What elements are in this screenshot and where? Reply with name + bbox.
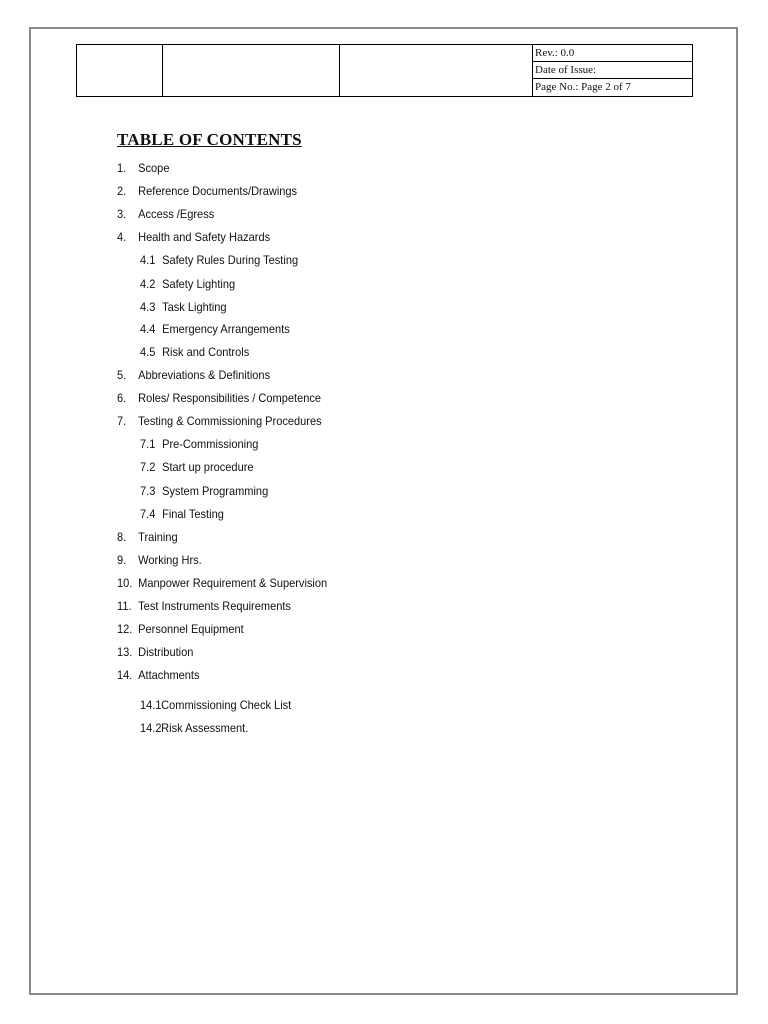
toc-entry-number: 11.: [117, 599, 132, 613]
header-cell-logo: [77, 45, 163, 96]
toc-subentry: [140, 721, 248, 735]
toc-entry: [117, 599, 291, 613]
toc-entry-number: 7.2: [140, 460, 156, 474]
toc-subentry: [140, 698, 291, 712]
toc-entry-number: 4.1: [140, 253, 156, 267]
toc-entry-text: Working Hrs.: [138, 553, 202, 567]
toc-entry-text: Safety Lighting: [162, 277, 236, 291]
toc-entry-number: 4.4: [140, 322, 156, 336]
toc-entry-number: 12.: [117, 622, 133, 636]
toc-entry-text: Personnel Equipment: [138, 622, 244, 636]
date-of-issue-label: Date of Issue:: [533, 62, 692, 79]
toc-entry: [117, 622, 244, 636]
toc-entry-text: Commissioning Check List: [161, 698, 292, 712]
toc-entry: [117, 645, 193, 659]
toc-entry-number: 7.4: [140, 507, 156, 521]
toc-entry: [117, 530, 178, 544]
toc-title: TABLE OF CONTENTS: [117, 130, 302, 149]
toc-entry-text: Testing & Commissioning Procedures: [138, 414, 322, 428]
toc-entry: [117, 230, 270, 244]
toc-entry: [117, 207, 214, 221]
toc-entry-number: 1.: [117, 161, 127, 175]
header-cell-project: [163, 45, 340, 96]
toc-entry-text: Start up procedure: [162, 460, 254, 474]
toc-entry-text: Training: [138, 530, 178, 544]
toc-subentry: [140, 507, 224, 521]
toc-entry: [117, 576, 327, 590]
toc-entry-number: 10.: [117, 576, 133, 590]
toc-entry-text: Abbreviations & Definitions: [138, 368, 271, 382]
toc-entry-text: Pre-Commissioning: [162, 437, 259, 451]
header-cell-title: [340, 45, 533, 96]
toc-entry-number: 7.3: [140, 484, 156, 498]
toc-entry-number: 7.1: [140, 437, 156, 451]
toc-entry-number: 3.: [117, 207, 127, 221]
toc-entry-number: 2.: [117, 184, 127, 198]
page-number-label: Page No.: Page 2 of 7: [535, 81, 631, 93]
toc-entry-text: Access /Egress: [138, 207, 215, 221]
toc-entry-text: Final Testing: [162, 507, 224, 521]
toc-subentry: [140, 460, 254, 474]
toc-entry-text: Task Lighting: [162, 300, 227, 314]
toc-entry-text: Scope: [138, 161, 170, 175]
toc-entry-text: Distribution: [138, 645, 194, 659]
toc-entry-text: Risk Assessment.: [161, 721, 249, 735]
toc-entry-number: 13.: [117, 645, 133, 659]
toc-entry-number: 8.: [117, 530, 127, 544]
toc-entry-number: 14.2: [140, 721, 162, 735]
toc-subentry: [140, 277, 235, 291]
toc-subentry: [140, 484, 268, 498]
toc-entry: [117, 414, 322, 428]
toc-subentry: [140, 253, 298, 267]
toc-entry: [117, 553, 202, 567]
toc-entry-number: 7.: [117, 414, 127, 428]
toc-subentry: [140, 345, 249, 359]
toc-entry-text: Reference Documents/Drawings: [138, 184, 298, 198]
toc-entry-number: 4.3: [140, 300, 156, 314]
toc-entry: [117, 368, 270, 382]
toc-entry: [117, 391, 321, 405]
toc-entry-text: Manpower Requirement & Supervision: [138, 576, 328, 590]
toc-entry-number: 9.: [117, 553, 127, 567]
header-cell-meta: [533, 45, 692, 96]
document-header-table: [76, 44, 693, 97]
toc-entry: [117, 184, 297, 198]
toc-entry-number: 5.: [117, 368, 127, 382]
toc-entry-text: Test Instruments Requirements: [138, 599, 291, 613]
toc-entry-text: Emergency Arrangements: [162, 322, 290, 336]
toc-entry-number: 4.: [117, 230, 127, 244]
toc-subentry: [140, 300, 227, 314]
toc-entry-text: Health and Safety Hazards: [138, 230, 271, 244]
toc-entry-number: 4.5: [140, 345, 156, 359]
toc-subentry: [140, 322, 290, 336]
toc-entry-text: Safety Rules During Testing: [162, 253, 299, 267]
toc-subentry: [140, 437, 258, 451]
toc-entry-text: Roles/ Responsibilities / Competence: [138, 391, 322, 405]
toc-entry: [117, 161, 169, 175]
toc-entry-number: 14.1: [140, 698, 162, 712]
revision-label: Rev.: 0.0: [533, 45, 692, 62]
toc-entry-number: 6.: [117, 391, 127, 405]
toc-entry-text: Attachments: [138, 668, 200, 682]
toc-entry-number: 4.2: [140, 277, 156, 291]
toc-entry-text: System Programming: [162, 484, 269, 498]
toc-entry: [117, 668, 200, 682]
toc-entry-text: Risk and Controls: [162, 345, 250, 359]
toc-entry-number: 14.: [117, 668, 133, 682]
